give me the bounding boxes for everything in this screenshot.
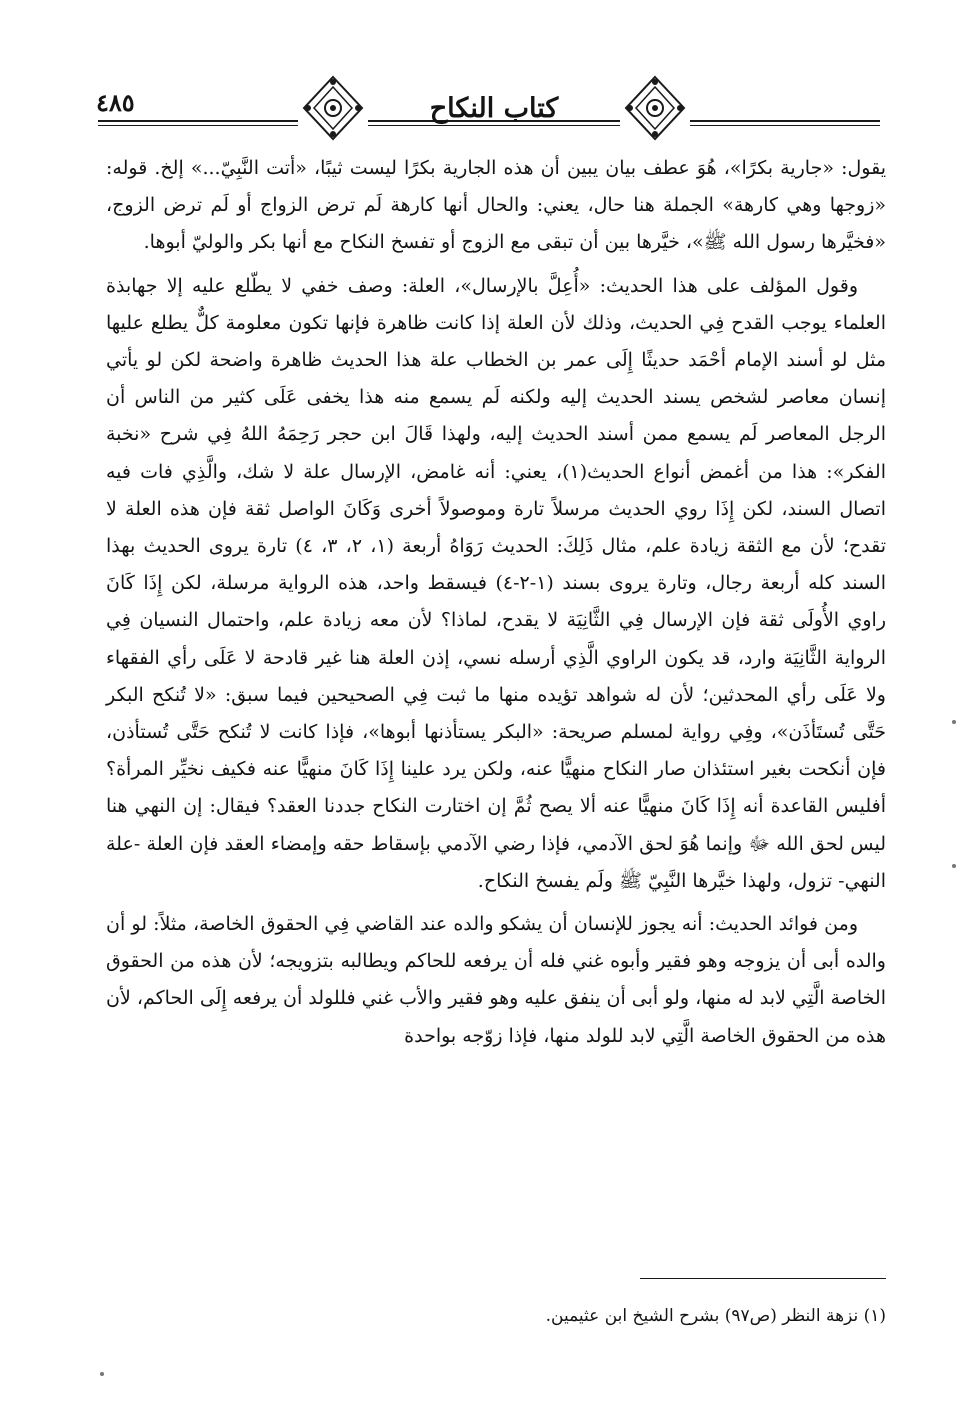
footnote: (١) نزهة النظر (ص٩٧) بشرح الشيخ ابن عثيمين.: [545, 1306, 886, 1326]
header-title: كتاب النكاح: [429, 93, 559, 124]
paragraph: ومن فوائد الحديث: أنه يجوز للإنسان أن يشكو والده عند القاضي فِي الحقوق الخاصة، مثلاً: لو أن والده أبى أن يزوجه وهو فقير وأبوه غني فله أن يرفعه للحاكم ويطالبه بتزويجه؛ لأن هذه من الحقوق الخاصة الَّتِي لابد له منها، ولو أبى أن ينفق عليه وهو فقير والأب غني فللولد أن يرفعه إِلَى الحاكم، لأن هذه من الحقوق الخاصة الَّتِي لابد للولد منها، فإذا زوّجه بواحدة: [106, 913, 886, 1047]
scan-speck: [100, 1372, 104, 1376]
body-text: [106, 150, 886, 1061]
scan-speck: [952, 864, 956, 868]
footnote-separator: [640, 1278, 886, 1279]
page-number: ٤٨٥: [96, 88, 135, 117]
paragraph: يقول: «جارية بكرًا»، هُوَ عطف بيان يبين أن هذه الجارية بكرًا ليست ثيبًا، «أتت النَّبِيّ...» إلخ. قوله: «زوجها وهي كارهة» الجملة هنا حال، يعني: والحال أنها كارهة لَم ترض الزواج أو لَم ترض الزوج، «فخيَّرها رسول الله ﷺ»، خيَّرها بين أن تبقى مع الزوج أو تفسخ النكاح مع أنها بكر والوليّ أبوها.: [106, 157, 886, 254]
floral-ornament-icon: [620, 73, 690, 143]
paragraph: وقول المؤلف على هذا الحديث: «أُعِلَّ بالإرسال»، العلة: وصف خفي لا يطّلع عليه إلا جهابذة العلماء يوجب القدح فِي الحديث، وذلك لأن العلة إذا كانت ظاهرة فإنها تكون معلومة كلٌّ يطلع عليها مثل لو أسند الإمام أحْمَد حديثًا إِلَى عمر بن الخطاب علة هذا الحديث ظاهرة واضحة لكن لو يأتي إنسان معاصر لشخص يسند الحديث إليه ولكنه لَم يسمع منه هذا يخفى عَلَى كثير من الناس أن الرجل المعاصر لَم يسمع ممن أسند الحديث إليه، ولهذا قَالَ ابن حجر رَحِمَهُ اللهُ فِي شرح «نخبة الفكر»: هذا من أغمض أنواع الحديث(١)، يعني: أنه غامض، الإرسال علة لا شك، والَّذِي فات فيه اتصال السند، لكن إِذَا روي الحديث مرسلاً تارة وموصولاً أخرى وَكَانَ الواصل ثقة فإن هذه العلة لا تقدح؛ لأن مع الثقة زيادة علم، مثال ذَلِكَ: الحديث رَوَاهُ أربعة (١، ٢، ٣، ٤) تارة يروى الحديث بهذا السند كله أربعة رجال، وتارة يروى بسند (١-٢-٤) فيسقط واحد، هذه الرواية مرسلة، لكن إِذَا كَانَ راوي الأُولَى ثقة فإن الإرسال فِي الثَّانِيَة لا يقدح، لماذا؟ لأن معه زيادة علم، واحتمال النسيان فِي الرواية الثَّانِيَة وارد، قد يكون الراوي الَّذِي أرسله نسي، إذن العلة هنا غير قادحة لا عَلَى رأي الفقهاء ولا عَلَى رأي المحدثين؛ لأن له شواهد تؤيده منها ما ثبت فِي الصحيحين فيما سبق: «لا تُنكح البكر حَتَّى تُستَأذَن»، وفِي رواية لمسلم صريحة: «البكر يستأذنها أبوها»، فإذا كانت لا تُنكح حَتَّى تُستأذن، فإن أنكحت بغير استئذان صار النكاح منهيًّا عنه، ولكن يرد علينا إِذَا كَانَ منهيًّا عنه فكيف نخيِّر المرأة؟ أفليس القاعدة أنه إِذَا كَانَ منهيًّا عنه ألا يصح ثُمَّ إن اختارت النكاح جددنا العقد؟ فيقال: إن النهي هنا ليس لحق الله ﷻ وإنما هُوَ لحق الآدمي، فإذا رضي الآدمي بإسقاط حقه وإمضاء العقد فإن العلة -علة النهي- تزول، ولهذا خيَّرها النَّبِيّ ﷺ ولَم يفسخ النكاح.: [106, 274, 887, 892]
running-header: [298, 73, 690, 143]
scan-speck: [952, 720, 956, 724]
floral-ornament-icon: [298, 73, 368, 143]
